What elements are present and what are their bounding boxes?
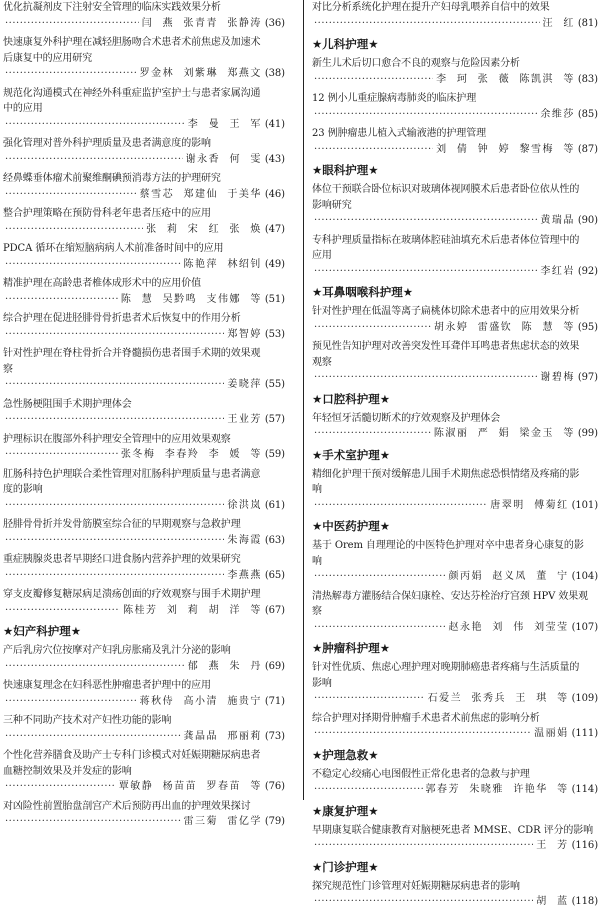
entry-author-line: [312, 426, 598, 442]
entry-page-number: (61): [264, 499, 285, 511]
entry-page-number: (67): [264, 604, 285, 616]
entry-author-line: [312, 72, 598, 88]
toc-entry[interactable]: [312, 126, 598, 157]
entry-page-number: (118): [571, 896, 598, 907]
entry-authors: 张 莉 宋 红 张 焕: [146, 223, 262, 235]
entry-authors: 蔡雪芯 郑建仙 于美华: [139, 188, 262, 200]
leader-dots: [314, 370, 537, 386]
toc-left-column: [3, 0, 285, 827]
entry-authors: 李红岩: [540, 265, 575, 277]
entry-page-number: (116): [571, 840, 598, 851]
entry-author-line: [3, 187, 285, 203]
entry-title-line: 护理标识在腹部外科护理安全管理中的应用效果观察: [3, 433, 231, 445]
entry-page-number: (76): [264, 781, 285, 792]
entry-page-number: (104): [571, 571, 598, 582]
leader-dots: [5, 779, 116, 795]
entry-title-line: 专科护理质量指标在玻璃体腔硅油填充术后患者体位管理中的: [312, 234, 580, 246]
leader-dots: [5, 66, 137, 82]
leader-dots: [5, 117, 185, 133]
entry-authors: 胡 蓝: [536, 896, 569, 907]
entry-title-line: 基于 Orem 自理理论的中医特色护理对卒中患者身心康复的影: [312, 540, 584, 551]
section-heading: ★护理急救★: [312, 747, 379, 762]
toc-entry[interactable]: [3, 206, 285, 237]
entry-authors: 陈艳萍 林绍钊: [183, 258, 262, 270]
section-heading: ★儿科护理★: [312, 37, 379, 51]
entry-authors: 郁 燕 朱 丹: [187, 660, 262, 672]
entry-page-number: (95): [577, 321, 598, 333]
entry-author-line: [312, 838, 598, 854]
toc-entry[interactable]: [3, 276, 285, 307]
toc-entry[interactable]: [3, 552, 285, 583]
entry-authors: 李 曼 王 军: [187, 118, 262, 130]
entry-title-line: 中的应用: [3, 103, 43, 114]
toc-entry[interactable]: [312, 56, 598, 87]
entry-page-number: (114): [571, 784, 598, 795]
entry-author-line: [3, 257, 285, 273]
entry-page-number: (47): [264, 223, 285, 235]
entry-title-line: 针对性护理在脊柱骨折合并脊髓损伤患者围手术期的效果观: [3, 348, 261, 359]
entry-title-line: 优化抗凝剂皮下注射安全管理的临床实践效果分析: [3, 2, 221, 13]
entry-title-line: 精细化护理干预对缓解患儿围手术期焦虑恐惧情绪及疼痛的影: [312, 468, 580, 480]
entry-author-line: [3, 659, 285, 675]
entry-authors: 李 珂 张 薇 陈凯淇 等: [436, 73, 575, 85]
entry-author-line: [312, 213, 598, 229]
leader-dots: [5, 533, 224, 549]
entry-authors: 谢碧梅: [540, 372, 575, 383]
toc-entry[interactable]: [312, 233, 598, 280]
entry-author-line: [312, 320, 598, 336]
entry-authors: 覃敏静 杨苗苗 罗春苗 等: [118, 781, 262, 792]
entry-page-number: (46): [264, 188, 285, 200]
entry-page-number: (59): [264, 449, 285, 460]
leader-dots: [5, 292, 118, 308]
leader-dots: [314, 107, 537, 123]
toc-entry[interactable]: [3, 678, 285, 709]
entry-authors: 陈桂芳 刘 莉 胡 洋 等: [123, 604, 262, 616]
entry-title-line: 应用: [312, 250, 332, 261]
entry-authors: 陈 慧 吴黔鸣 支伟娜 等: [120, 293, 262, 305]
entry-title-line: 观察: [312, 356, 332, 368]
toc-entry[interactable]: [312, 589, 598, 636]
toc-entry[interactable]: [3, 467, 285, 514]
entry-authors: 王业芳: [227, 414, 262, 425]
entry-title-line: 对凶险性前置胎盘剖宫产术后预防再出血的护理效果探讨: [3, 800, 251, 812]
leader-dots: [314, 320, 431, 336]
leader-dots: [314, 498, 487, 514]
toc-entry[interactable]: [3, 799, 285, 830]
entry-page-number: (57): [264, 414, 285, 425]
section-heading: ★口腔科护理★: [312, 391, 391, 406]
entry-author-line: [312, 370, 598, 386]
toc-entry[interactable]: [3, 86, 285, 133]
entry-page-number: (53): [264, 328, 285, 340]
toc-entry[interactable]: [312, 411, 598, 442]
entry-title-line: 经鼻蝶垂体瘤术前聚维酮碘预消毒方法的护理研究: [3, 173, 221, 184]
leader-dots: [314, 894, 533, 910]
leader-dots: [314, 16, 540, 32]
section-heading: ★手术室护理★: [312, 447, 391, 462]
entry-author-line: [312, 264, 598, 280]
leader-dots: [5, 729, 181, 745]
leader-dots: [5, 222, 143, 238]
section-heading: ★肿瘤科护理★: [312, 641, 391, 655]
entry-title-line: 急性肠梗阻围手术期护理体会: [3, 398, 132, 410]
entry-title-line: 穿支皮瓣修复糖尿病足溃疡创面的疗效观察与围手术期护理: [3, 589, 261, 600]
toc-entry[interactable]: [3, 311, 285, 342]
entry-page-number: (81): [577, 17, 598, 29]
leader-dots: [314, 838, 533, 854]
leader-dots: [314, 569, 446, 585]
leader-dots: [5, 814, 181, 830]
entry-authors: 罗金林 刘紫琳 郑燕文: [139, 68, 262, 79]
toc-entry[interactable]: [312, 711, 598, 742]
section-heading: ★康复护理★: [312, 803, 379, 818]
entry-authors: 黄瑞晶: [540, 215, 575, 226]
entry-author-line: [3, 603, 285, 619]
entry-title-line: 快速康复外科护理在减轻胆肠吻合术患者术前焦虑及加速术: [3, 37, 261, 48]
entry-title-line: 快速康复理念在妇科恶性肿瘤患者护理中的应用: [3, 680, 211, 691]
toc-entry[interactable]: [312, 339, 598, 386]
entry-page-number: (69): [264, 660, 285, 672]
entry-author-line: [312, 691, 598, 707]
entry-title-line: 23 例肿瘤患儿植入式输液港的护理管理: [312, 128, 487, 139]
entry-title-line: 三种不同助产技术对产妇性功能的影响: [3, 715, 172, 726]
entry-title-line: 不稳定心绞痛心电图假性正常化患者的急救与护理: [312, 768, 530, 780]
entry-page-number: (99): [577, 428, 598, 439]
entry-author-line: [3, 292, 285, 308]
entry-authors: 郭春芳 朱晓雅 许艳华 等: [425, 784, 569, 795]
entry-page-number: (85): [577, 108, 598, 120]
toc-entry[interactable]: [312, 879, 598, 910]
entry-title-line: 肛肠科持色护理联合柔性管理对肛肠科护理质量与患者满意: [3, 468, 261, 480]
leader-dots: [314, 426, 431, 442]
entry-title-line: 对比分析系统化护理在提升产妇母乳喂养自信中的效果: [312, 2, 550, 13]
entry-page-number: (90): [577, 215, 598, 226]
leader-dots: [5, 694, 137, 710]
entry-title-line: 针对性优质、焦虑心理护理对晚期肺癌患者疼痛与生活质量的: [312, 662, 580, 673]
entry-page-number: (83): [577, 73, 598, 85]
toc-entry[interactable]: [312, 538, 598, 585]
section-heading: ★眼科护理★: [312, 163, 379, 177]
entry-page-number: (97): [577, 372, 598, 383]
entry-author-line: [3, 16, 285, 32]
entry-title-line: 察: [312, 606, 322, 617]
entry-author-line: [3, 729, 285, 745]
entry-authors: 徐洪岚: [227, 499, 262, 511]
toc-entry[interactable]: [3, 171, 285, 202]
leader-dots: [5, 187, 137, 203]
entry-authors: 余维莎: [540, 108, 575, 120]
leader-dots: [314, 726, 531, 742]
entry-page-number: (49): [264, 258, 285, 270]
entry-page-number: (55): [264, 379, 285, 390]
entry-page-number: (41): [264, 118, 285, 130]
toc-entry[interactable]: [3, 136, 285, 167]
leader-dots: [5, 152, 183, 168]
toc-entry[interactable]: [3, 517, 285, 548]
entry-authors: 陈淑丽 严 娟 梁金玉 等: [433, 428, 575, 439]
entry-authors: 龚晶晶 邢丽莉: [183, 730, 262, 742]
entry-title-line: 精准护理在高龄患者椎体成形术中的应用价值: [3, 278, 201, 289]
entry-page-number: (51): [264, 293, 285, 305]
section-heading: ★耳鼻咽喉科护理★: [312, 285, 414, 299]
toc-entry[interactable]: [3, 35, 285, 82]
entry-title-line: 胫腓骨骨折并发骨筋膜室综合征的早期观察与急救护理: [3, 519, 241, 530]
entry-authors: 王 芳: [536, 840, 569, 851]
entry-title-line: 强化管理对普外科护理质量及患者满意度的影响: [3, 138, 211, 149]
leader-dots: [314, 620, 446, 636]
entry-title-line: 响: [312, 555, 322, 567]
leader-dots: [314, 72, 433, 88]
entry-title-line: 产后乳房穴位按摩对产妇乳房胀痛及乳汁分泌的影响: [3, 645, 231, 656]
toc-entry[interactable]: [312, 823, 598, 854]
entry-page-number: (36): [264, 17, 285, 29]
entry-authors: 朱海霞: [227, 534, 262, 546]
entry-page-number: (111): [571, 728, 598, 739]
entry-author-line: [312, 142, 598, 158]
entry-page-number: (109): [571, 693, 598, 704]
entry-author-line: [3, 117, 285, 133]
entry-title-line: 体位干预联合卧位标识对玻璃体视网膜术后患者卧位依从性的: [312, 184, 580, 195]
section-heading: ★门诊护理★: [312, 859, 379, 874]
entry-page-number: (63): [264, 534, 285, 546]
entry-authors: 雷三菊 雷亿学: [183, 816, 262, 827]
entry-author-line: [3, 814, 285, 830]
leader-dots: [5, 412, 224, 428]
entry-page-number: (92): [577, 265, 598, 277]
entry-author-line: [312, 620, 598, 636]
entry-author-line: [3, 327, 285, 343]
entry-author-line: [3, 66, 285, 82]
entry-title-line: 12 例小儿重症腺病毒肺炎的临床护理: [312, 93, 477, 104]
entry-author-line: [3, 498, 285, 514]
leader-dots: [5, 659, 185, 675]
entry-title-line: 探究规范性门诊管理对妊娠期糖尿病患者的影响: [312, 880, 520, 892]
entry-author-line: [3, 694, 285, 710]
toc-entry[interactable]: [312, 467, 598, 514]
entry-title-line: PDCA 循环在缩短脑病病人术前准备时间中的应用: [3, 243, 224, 254]
section-heading: ★妇产科护理★: [3, 624, 82, 638]
toc-entry[interactable]: [3, 748, 285, 795]
entry-authors: 谢永香 何 雯: [185, 153, 262, 165]
entry-title-line: 影响: [312, 677, 332, 689]
toc-entry[interactable]: [3, 713, 285, 744]
entry-title-line: 年轻恒牙活髓切断术的疗效观察及护理体会: [312, 412, 501, 424]
entry-author-line: [312, 569, 598, 585]
entry-authors: 胡永婷 雷盛钦 陈 慧 等: [433, 321, 575, 333]
entry-authors: 温丽娟: [534, 728, 569, 739]
leader-dots: [314, 142, 433, 158]
leader-dots: [314, 264, 537, 280]
leader-dots: [314, 782, 423, 798]
entry-authors: 石爱兰 张秀兵 王 琪 等: [427, 693, 569, 704]
entry-title-line: 清热解毒方灌肠结合保妇康栓、安达芬栓治疗宫颈 HPV 效果观: [312, 590, 589, 602]
entry-title-line: 个性化营养膳食及助产士专科门诊模式对妊娠期糖尿病患者: [3, 750, 261, 761]
entry-author-line: [3, 568, 285, 584]
toc-entry[interactable]: [3, 346, 285, 393]
entry-title-line: 察: [3, 363, 13, 375]
entry-page-number: (87): [577, 143, 598, 155]
entry-author-line: [3, 412, 285, 428]
entry-author-line: [3, 377, 285, 393]
toc-entry[interactable]: [312, 304, 598, 335]
leader-dots: [5, 498, 224, 514]
entry-title-line: 新生儿术后切口愈合不良的观察与危险因素分析: [312, 58, 520, 69]
toc-entry[interactable]: [312, 660, 598, 707]
entry-author-line: [312, 16, 598, 32]
toc-entry[interactable]: [3, 643, 285, 674]
toc-right-column: [312, 0, 598, 907]
entry-page-number: (101): [571, 499, 598, 511]
leader-dots: [314, 691, 425, 707]
column-divider: [303, 0, 304, 800]
entry-author-line: [312, 107, 598, 123]
leader-dots: [5, 257, 181, 273]
toc-entry[interactable]: [3, 397, 285, 428]
entry-author-line: [3, 222, 285, 238]
entry-authors: 唐翠明 傅菊红: [490, 499, 569, 511]
entry-title-line: 整合护理策略在预防骨科老年患者压疮中的应用: [3, 208, 211, 219]
leader-dots: [5, 447, 118, 463]
entry-title-line: 重症胰腺炎患者早期经口进食肠内营养护理的效果研究: [3, 554, 241, 565]
entry-authors: 姜晓萍: [227, 379, 262, 390]
entry-authors: 汪 红: [542, 17, 575, 29]
entry-page-number: (79): [264, 816, 285, 827]
leader-dots: [314, 213, 537, 229]
entry-authors: 蒋秋侍 高小清 施贵宁: [139, 695, 262, 707]
entry-authors: 刘 倩 钟 婷 黎雪梅 等: [436, 143, 575, 155]
section-heading: ★中医药护理★: [312, 519, 391, 533]
entry-author-line: [312, 498, 598, 514]
toc-entry[interactable]: [312, 0, 598, 31]
entry-page-number: (38): [264, 68, 285, 79]
entry-author-line: [312, 894, 598, 910]
entry-title-line: 后康复中的应用研究: [3, 52, 93, 64]
leader-dots: [5, 377, 224, 393]
leader-dots: [5, 603, 120, 619]
entry-page-number: (65): [264, 569, 285, 581]
toc-entry[interactable]: [3, 241, 285, 272]
entry-author-line: [312, 782, 598, 798]
entry-title-line: 响: [312, 484, 322, 495]
toc-entry[interactable]: [312, 767, 598, 798]
leader-dots: [5, 16, 139, 32]
entry-title-line: 血糖控制效果及并发症的影响: [3, 765, 132, 777]
entry-author-line: [3, 779, 285, 795]
toc-entry[interactable]: [312, 91, 598, 122]
toc-entry[interactable]: [3, 432, 285, 463]
entry-authors: 闫 燕 张青青 张静涛: [141, 17, 262, 29]
entry-title-line: 针对性护理在低温等离子扁桃体切除术患者中的应用效果分析: [312, 306, 580, 317]
entry-title-line: 预见性告知护理对改善突发性耳聋伴耳鸣患者焦虑状态的效果: [312, 341, 580, 352]
entry-author-line: [3, 533, 285, 549]
entry-authors: 郑智婷: [227, 328, 262, 340]
entry-title-line: 综合护理在促进胫腓骨骨折患者术后恢复中的作用分析: [3, 313, 241, 324]
toc-entry[interactable]: [3, 0, 285, 31]
toc-entry[interactable]: [312, 182, 598, 229]
leader-dots: [5, 327, 224, 343]
entry-title-line: 早期康复联合健康教育对脑梗死患者 MMSE、CDR 评分的影响: [312, 824, 594, 836]
entry-author-line: [312, 726, 598, 742]
toc-entry[interactable]: [3, 587, 285, 618]
entry-authors: 李燕燕: [227, 569, 262, 581]
entry-authors: 颜丙娟 赵义凤 董 宁: [448, 571, 569, 582]
entry-title-line: 度的影响: [3, 484, 43, 495]
entry-author-line: [3, 152, 285, 168]
entry-page-number: (71): [264, 695, 285, 707]
entry-page-number: (43): [264, 153, 285, 165]
entry-title-line: 影响研究: [312, 199, 352, 211]
entry-page-number: (73): [264, 730, 285, 742]
entry-authors: 张冬梅 李春羚 李 媛 等: [120, 449, 262, 460]
leader-dots: [5, 568, 224, 584]
entry-title-line: 综合护理对择期骨肿瘤手术患者术前焦虑的影响分析: [312, 712, 540, 724]
entry-page-number: (107): [571, 621, 598, 633]
entry-author-line: [3, 447, 285, 463]
entry-authors: 赵永艳 刘 伟 刘莹莹: [448, 621, 569, 633]
entry-title-line: 规范化沟通模式在神经外科重症监护室护士与患者家属沟通: [3, 87, 261, 99]
